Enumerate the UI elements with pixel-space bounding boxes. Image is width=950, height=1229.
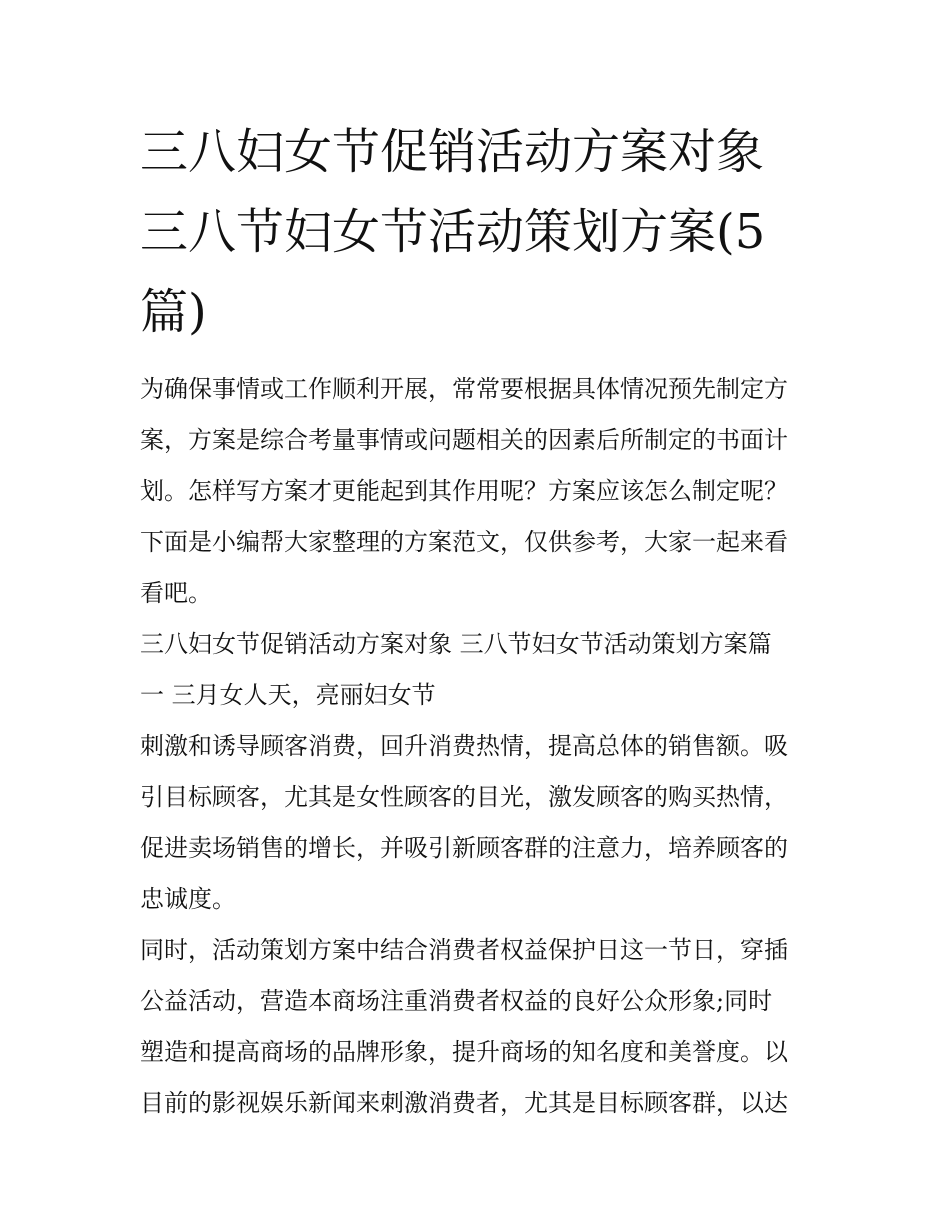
text-line: 忠诚度。 — [140, 885, 236, 913]
text-line: 刺激和诱导顾客消费，回升消费热情，提高总体的销售额。吸 — [140, 732, 788, 760]
document-page — [140, 112, 820, 1135]
paragraph-intro — [140, 370, 820, 612]
title-line-1: 三八妇女节促销活动方案对象 — [140, 124, 765, 180]
text-line: 划。怎样写方案才更能起到其作用呢？方案应该怎么制定呢？ — [140, 477, 788, 505]
paragraph-section-heading — [140, 625, 820, 714]
text-line: 案，方案是综合考量事情或问题相关的因素后所制定的书面计 — [140, 426, 788, 454]
text-line: 一 三月女人天，亮丽妇女节 — [140, 681, 436, 709]
document-title — [140, 112, 820, 352]
paragraph-goal — [140, 727, 820, 918]
title-line-2: 三八节妇女节活动策划方案(5 — [140, 204, 766, 260]
text-line: 看吧。 — [140, 579, 212, 607]
text-line: 三八妇女节促销活动方案对象 三八节妇女节活动策划方案篇 — [140, 630, 772, 658]
document-body — [140, 370, 820, 1122]
text-line: 目前的影视娱乐新闻来刺激消费者，尤其是目标顾客群，以达 — [140, 1089, 788, 1117]
text-line: 下面是小编帮大家整理的方案范文，仅供参考，大家一起来看 — [140, 528, 788, 556]
text-line: 塑造和提高商场的品牌形象，提升商场的知名度和美誉度。以 — [140, 1038, 788, 1066]
text-line: 促进卖场销售的增长，并吸引新顾客群的注意力，培养顾客的 — [140, 834, 788, 862]
paragraph-public-welfare — [140, 931, 820, 1122]
text-line: 引目标顾客，尤其是女性顾客的目光，激发顾客的购买热情， — [140, 783, 788, 811]
text-line: 公益活动，营造本商场注重消费者权益的良好公众形象;同时 — [140, 987, 773, 1015]
text-line: 为确保事情或工作顺利开展，常常要根据具体情况预先制定方 — [140, 375, 788, 403]
text-line: 同时，活动策划方案中结合消费者权益保护日这一节日，穿插 — [140, 936, 788, 964]
title-line-3: 篇) — [140, 284, 207, 340]
